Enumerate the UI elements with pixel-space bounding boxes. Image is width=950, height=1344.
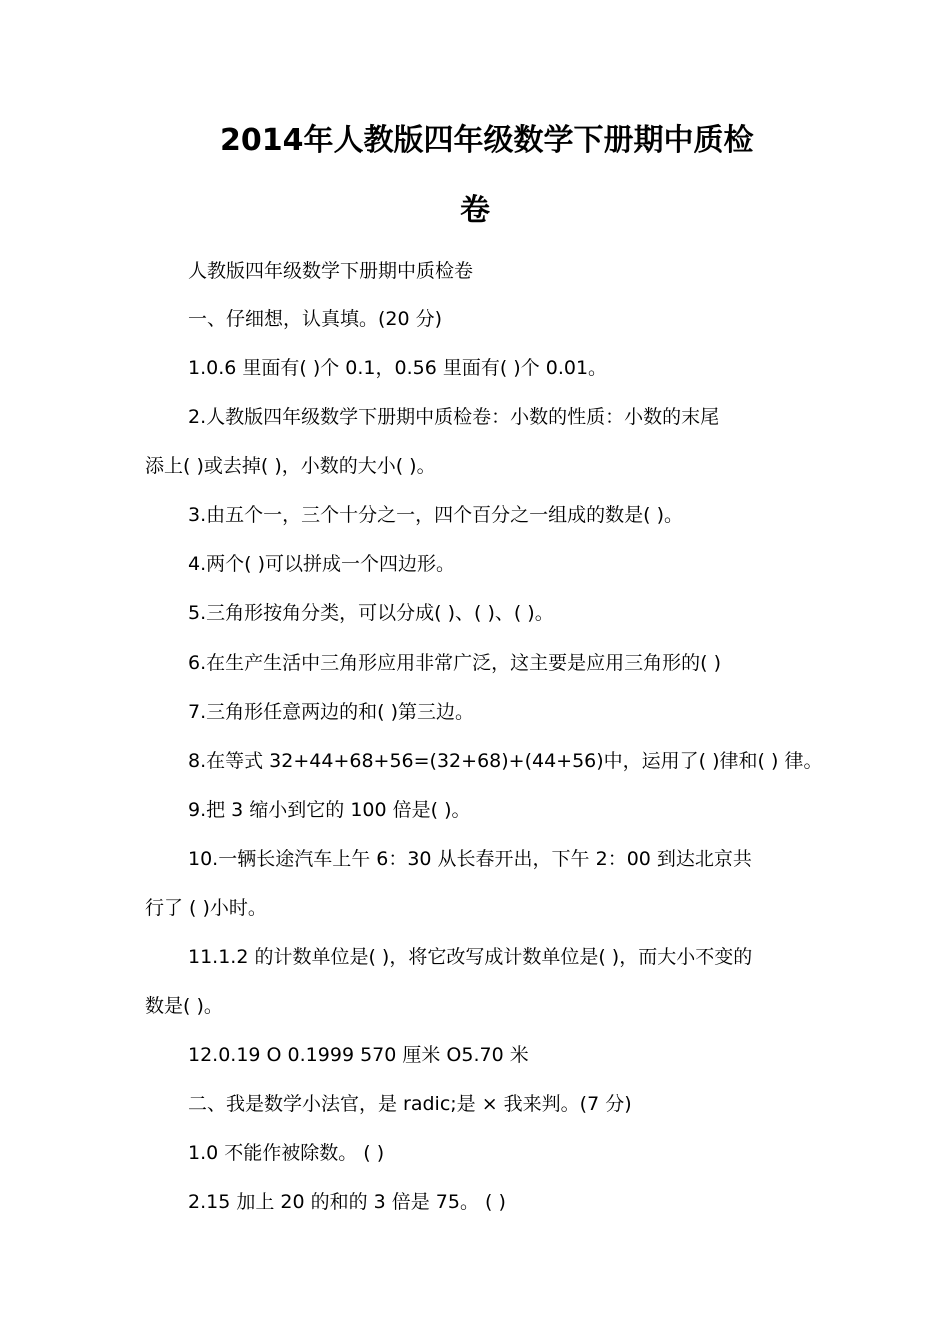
question-line-continued: 添上( )或去掉( )，小数的大小( )。: [145, 455, 436, 477]
question-line: 8.在等式 32+44+68+56=(32+68)+(44+56)中，运用了( )律和( ) 律。: [188, 750, 823, 772]
question-line: 2.人教版四年级数学下册期中质检卷：小数的性质：小数的末尾: [188, 406, 720, 428]
question-line: 10.一辆长途汽车上午 6：30 从长春开出，下午 2：00 到达北京共: [188, 848, 752, 870]
question-line: 9.把 3 缩小到它的 100 倍是( )。: [188, 799, 471, 821]
question-line: 6.在生产生活中三角形应用非常广泛，这主要是应用三角形的( ): [188, 652, 721, 674]
document-title-line-1: 2014年人教版四年级数学下册期中质检: [220, 123, 754, 158]
question-line: 4.两个( )可以拼成一个四边形。: [188, 553, 455, 575]
document-title-line-2: 卷: [460, 193, 490, 228]
question-line-continued: 数是( )。: [145, 995, 223, 1017]
question-line: 11.1.2 的计数单位是( )，将它改写成计数单位是( )，而大小不变的: [188, 946, 753, 968]
section-heading-1: 一、仔细想，认真填。(20 分): [188, 308, 443, 330]
question-line: 1.0.6 里面有( )个 0.1，0.56 里面有( )个 0.01。: [188, 357, 608, 379]
question-line: 7.三角形任意两边的和( )第三边。: [188, 701, 474, 723]
question-line-continued: 行了 ( )小时。: [145, 897, 267, 919]
question-line: 5.三角形按角分类，可以分成( )、( )、( )。: [188, 602, 554, 624]
question-line: 2.15 加上 20 的和的 3 倍是 75。 ( ): [188, 1191, 506, 1213]
question-line: 1.0 不能作被除数。 ( ): [188, 1142, 385, 1164]
subtitle: 人教版四年级数学下册期中质检卷: [188, 260, 474, 282]
question-line: 12.0.19 O 0.1999 570 厘米 O5.70 米: [188, 1044, 529, 1066]
section-heading-2: 二、我是数学小法官，是 radic;是 × 我来判。(7 分): [188, 1093, 632, 1115]
question-line: 3.由五个一，三个十分之一，四个百分之一组成的数是( )。: [188, 504, 683, 526]
